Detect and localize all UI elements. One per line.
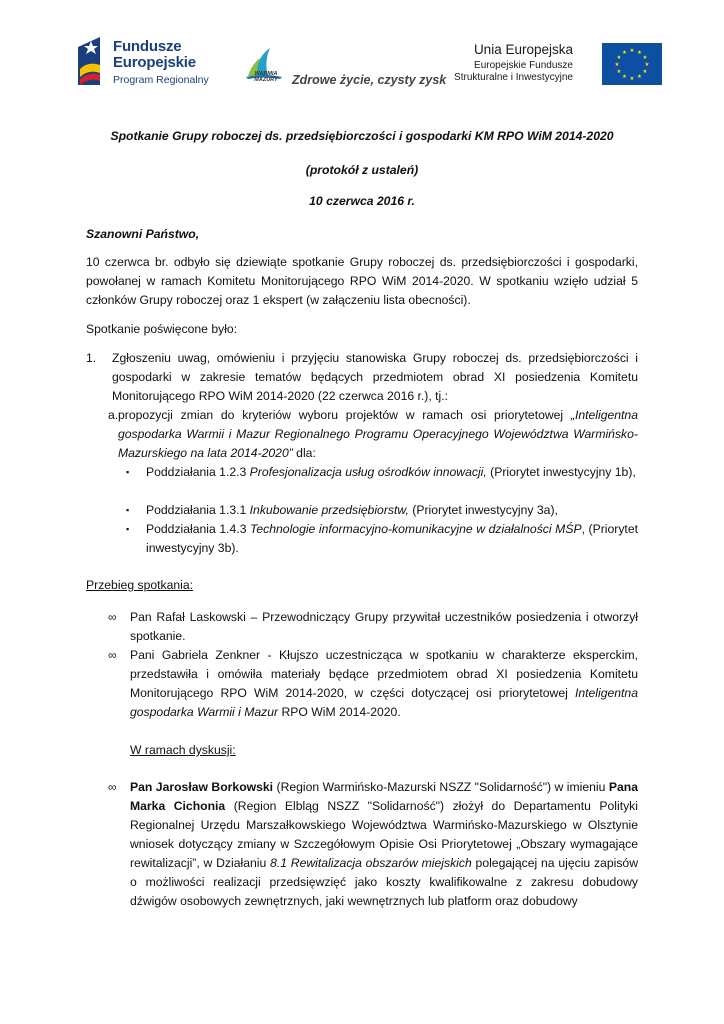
- dyskusja-text-italic: 8.1 Rewitalizacja obszarów miejskich: [270, 856, 472, 870]
- bullet-text: [146, 520, 638, 558]
- svg-text:★: ★: [642, 69, 648, 75]
- wm-caption-line1: WARMIA: [254, 71, 278, 77]
- sub-item-a-text: [118, 406, 638, 463]
- ue-logo-line2: Europejskie Fundusze: [474, 60, 573, 72]
- greeting: Szanowni Państwo,: [86, 227, 200, 241]
- bullet-text-after: , (Priorytet inwestycyjny 3b).: [146, 522, 638, 555]
- dyskusja-heading: W ramach dyskusji:: [130, 743, 236, 757]
- square-bullet-icon: ▪: [126, 467, 130, 477]
- bullet-text-after: (Priorytet inwestycyjny 1b),: [486, 465, 636, 479]
- svg-text:★: ★: [644, 62, 650, 68]
- dyskusja-text-1: (Region Warmińsko-Mazurski NSZZ "Solidarność") w imieniu: [273, 780, 609, 794]
- dyskusja-item-text: [130, 778, 638, 911]
- warmia-mazury-logo: [244, 38, 447, 90]
- square-bullet-icon: ▪: [126, 524, 130, 534]
- svg-text:★: ★: [622, 74, 627, 80]
- square-bullet-icon: ▪: [126, 505, 130, 515]
- sub-item-a-before: propozycji zmian do kryteriów wyboru projektów w ramach osi priorytetowej: [118, 408, 571, 422]
- list-item-1-text: Zgłoszeniu uwag, omówieniu i przyjęciu stanowiska Grupy roboczej ds. przedsiębiorczości i gospodarki w zakresie tematów będących przedmiotem obrad XI posiedzenia Komitetu Monitorującego RPO WiM 2014-2020 (22 czerwca 2016 r.), tj.:: [112, 351, 638, 403]
- infinity-bullet-icon: ∞: [108, 780, 117, 794]
- svg-text:★: ★: [616, 55, 622, 61]
- svg-text:★: ★: [629, 76, 635, 82]
- wm-caption-line2: MAZURY: [254, 77, 278, 84]
- przebieg-item-text: [130, 646, 638, 722]
- devoted-line: Spotkanie poświęcone było:: [86, 322, 238, 336]
- bullet-text-italic: Technologie informacyjno-komunikacyjne w działalności MŚP: [250, 522, 582, 536]
- przebieg-item-text: Pan Rafał Laskowski – Przewodniczący Grupy przywitał uczestników posiedzenia i otworzył spotkanie.: [130, 610, 638, 643]
- przebieg-text-before: Pani Gabriela Zenkner - Kłujszo uczestnicząca w spotkaniu w charakterze eksperckim, przedstawiła i omówiła materiały będące przedmiotem obrad XI posiedzenia Komitetu Monitorującego RPO WiM 2014-2020, w części dotyczącej osi priorytetowej: [130, 648, 638, 700]
- ue-logo-line1: Unia Europejska: [473, 42, 573, 57]
- przebieg-heading: Przebieg spotkania:: [86, 578, 194, 592]
- dyskusja-speaker: Pan Jarosław Borkowski: [130, 780, 274, 794]
- fe-logo-line1: Fundusze: [113, 38, 182, 55]
- fundusze-europejskie-logo: [78, 35, 218, 90]
- svg-text:★: ★: [622, 50, 627, 56]
- fe-logo-line3: Program Regionalny: [113, 74, 209, 86]
- fe-logo-line2: Europejskie: [113, 54, 196, 71]
- bullet-text-before: Poddziałania 1.4.3: [146, 522, 251, 536]
- bullet-text: [146, 501, 638, 520]
- bullet-text: [146, 463, 638, 482]
- sub-item-a-italic: „Inteligentna gospodarka Warmii i Mazur Regionalnego Programu Operacyjnego Województwa Warmińsko-Mazurskiego na lata 2014-2020”: [118, 408, 638, 460]
- wm-slogan: Zdrowe życie, czysty zysk: [292, 73, 447, 87]
- infinity-bullet-icon: ∞: [108, 648, 117, 662]
- sub-item-a-after: dla:: [292, 446, 316, 460]
- dyskusja-on-behalf: Pana Marka Cichonia: [130, 780, 638, 813]
- bullet-text-italic: Profesjonalizacja usług ośrodków innowacji,: [249, 465, 487, 479]
- document-title: Spotkanie Grupy roboczej ds. przedsiębiorczości i gospodarki KM RPO WiM 2014-2020: [110, 129, 614, 143]
- przebieg-text-after: RPO WiM 2014-2020.: [278, 705, 401, 719]
- fundusze-europejskie-star-icon: [78, 35, 106, 87]
- sub-item-letter: a.: [108, 408, 119, 422]
- bullet-text-before: Poddziałania 1.3.1: [146, 503, 250, 517]
- svg-text:★: ★: [614, 62, 620, 68]
- svg-text:★: ★: [637, 50, 642, 56]
- bullet-text-italic: Inkubowanie przedsiębiorstw,: [249, 503, 409, 517]
- svg-text:★: ★: [637, 74, 642, 80]
- eu-flag-icon: [602, 43, 662, 85]
- document-subtitle: (protokół z ustaleń): [305, 163, 419, 177]
- unia-europejska-logo: [454, 42, 662, 86]
- intro-paragraph: 10 czerwca br. odbyło się dziewiąte spotkanie Grupy roboczej ds. przedsiębiorczości i gospodarki, powołanej w ramach Komitetu Monitorującego RPO WiM 2014-2020. W spotkaniu wzięło udział 5 członków Grupy roboczej oraz 1 ekspert (w załączeniu lista obecności).: [86, 255, 638, 307]
- infinity-bullet-icon: ∞: [108, 610, 117, 624]
- bullet-text-after: (Priorytet inwestycyjny 3a),: [408, 503, 558, 517]
- przebieg-text-italic: Inteligentna gospodarka Warmii i Mazur: [130, 686, 638, 719]
- dyskusja-text-3: polegającej na ujęciu zapisów o możliwości realizacji przedsięwzięć jako koszty kwalifikowalne z zakresu dobudowy dźwigów osobowych zewnętrznych, jaki wewnętrznych lub platform oraz dobudowy: [130, 856, 638, 908]
- list-number: 1.: [86, 351, 97, 365]
- document-date: 10 czerwca 2016 r.: [309, 194, 415, 208]
- svg-text:★: ★: [642, 55, 648, 61]
- svg-text:★: ★: [616, 69, 622, 75]
- svg-text:★: ★: [629, 48, 635, 54]
- dyskusja-text-2: (Region Elbląg NSZZ "Solidarność") złożył do Departamentu Polityki Regionalnej Urzędu Marszałkowskiego Województwa Warmińsko-Mazurskiego w Olsztynie wniosek dotyczący zmiany w Szczegółowym Opisie Osi Priorytetowej „Obszary wymagające rewitalizacji”, w Działaniu: [130, 799, 638, 870]
- bullet-text-before: Poddziałania 1.2.3: [146, 465, 250, 479]
- ue-logo-line3: Strukturalne i Inwestycyjne: [454, 72, 573, 84]
